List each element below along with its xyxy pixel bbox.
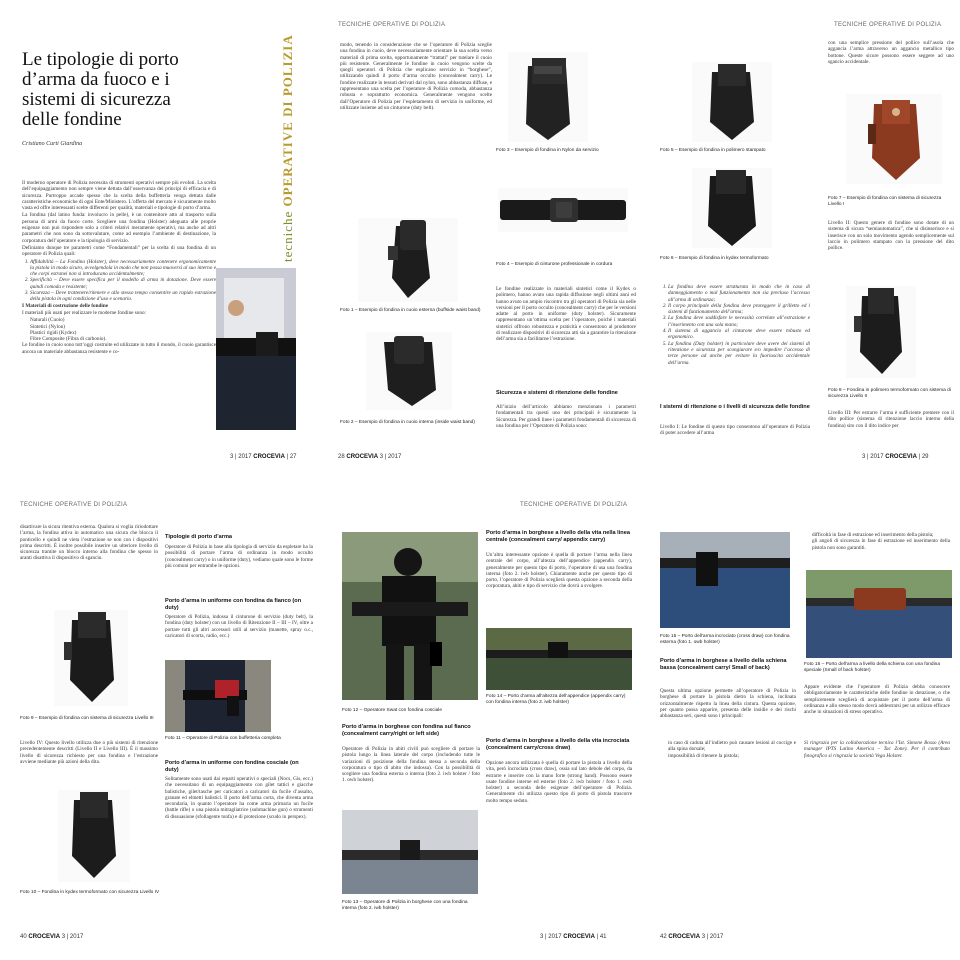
list-item: • Sintetici (Nylon) <box>30 324 216 330</box>
photo-12-swat-operator <box>342 532 478 700</box>
photo-15-cross-draw <box>660 532 790 628</box>
appendix-text: Un’altra interessante opzione è quella di portare l’arma nella linea centrale del corpo, all’altezza dell’appendice (appendix carry), generalmente per questo tipo di porto, l’operatore di usa una fondina interna (foto 2. iwb holster). Chiaramente anche per questo tipo di porto, l’operatore di Polizia sceglierà questa opzione a seconda della corporatura, abiti e tipo di servizio che dovrà a svolgere. <box>486 552 632 590</box>
article-title: Le tipologie di porto d’arma da fuoco e i sistemi di sicurezza delle fondine <box>22 49 179 130</box>
list-item: 3. La fondina deve soddisfare le necessità correlate all’estrazione e l’inserimento con una sola mano; <box>668 315 810 328</box>
magazine-name: CROCEVIA <box>346 454 379 460</box>
cross-draw-heading: Porto d’arma in borghese a livello della vita incrociata (concealment carry/cross draw) <box>486 738 630 751</box>
page-number: 42 <box>660 934 667 940</box>
issue-number: 3 | 2017 <box>540 934 562 940</box>
page-footer <box>660 934 723 940</box>
list-item: 3. Sicurezza – Deve trattenere/ritenere e allo stesso tempo consentire un rapido estrazione della pistola in ogni condizione d’uso e scenario. <box>30 290 216 303</box>
caption-photo-6: Foto 6 – Esempio di fondina in kydex termoformato <box>660 256 769 261</box>
materials-list <box>30 317 216 342</box>
small-of-back-heading: Porto d’arma in borghese a livello della schiena bassa (concealment carry/ Small of back) <box>660 658 787 671</box>
caption-photo-12: Foto 12 – Operatore Swat con fondina cosciale <box>342 708 442 713</box>
page-footer <box>338 454 401 460</box>
section-header: TECNICHE OPERATIVE DI POLIZIA <box>834 22 942 28</box>
level-1-text: Livello I: Le fondine di questo tipo consentono all’operatore di Polizia di poter accedere all’arma <box>660 424 810 437</box>
page-number: 28 <box>338 454 345 460</box>
photo-9-level3-holster <box>54 610 128 706</box>
caption-photo-4: Foto 4 – Esempio di cinturone professionale in cordura <box>496 262 613 267</box>
photo-16-small-of-back <box>806 570 952 658</box>
page-footer: 3 | 2017 CROCEVIA | 27 <box>230 454 297 460</box>
caption-photo-15: Foto 15 – Porto dell’arma incrociato (cross draw) con fondina esterna (foto 1. owb holster) <box>660 634 790 645</box>
list-item: 5. La fondina (Duty holster) in particolare deve avere dei sistemi di ritenzione e sicurezza per scongiurare e/o impedire l’accesso di terze persone ad anche per evitare la fuoriuscita accidentale dell’arma. <box>668 341 810 366</box>
photo-3-nylon-holster <box>508 52 588 142</box>
page-29 <box>640 0 960 470</box>
vertical-section-title <box>280 34 296 262</box>
caption-photo-14: Foto 14 – Porto d’arma all’altezza dell’appendice (appendix carry) con fondina interna (foto 2. iwb holster) <box>486 694 626 705</box>
photo-5-polymer-holster <box>692 62 772 142</box>
plainclothes-hip-heading: Porto d’arma in borghese con fondina sul fianco (concealment carry/right or left side) <box>342 724 471 737</box>
list-item: • Fibre Composite (Fibra di carbonio). <box>30 336 216 342</box>
level-2-text: Livello II: Questo genere di fondine sono dotate di un sistema di sicura “semiautomatica”, che si disinserisce e si inserisce con un solo movimento agendo semplicemente sul laccio in polimero stampato con la pressione del dito pollice. <box>828 220 954 252</box>
vertical-title-upper: OPERATIVE DI POLIZIA <box>280 34 295 207</box>
uniform-thigh-heading: Porto d’arma in uniforme con fondina cosciale (on duty) <box>165 760 299 773</box>
page29-list <box>660 284 810 396</box>
page-footer: 3 | 2017 CROCEVIA | 41 <box>540 934 607 940</box>
magazine-name: CROCEVIA <box>253 454 285 460</box>
list-item: • difficoltà in fase di estrazione ed inserimento della pistola; <box>812 532 950 538</box>
list-item: 2. Specificità – Deve essere specifica per il modello di arma in dotazione. Deve essere quindi comoda e resistente; <box>30 277 216 290</box>
section-header: TECNICHE OPERATIVE DI POLIZIA <box>520 502 628 508</box>
photo-policeman-belt <box>216 268 296 430</box>
page-41 <box>338 490 638 960</box>
page-28 <box>318 0 640 470</box>
photo-14-appendix-carry <box>486 628 632 690</box>
page-number: 41 <box>599 934 607 940</box>
photo-13-plainclothes-iwb <box>342 810 478 894</box>
fondina-paragraph: La fondina (dal latino funda: involucro in pelle), è un contenitore atto al trasporto sulla persona di armi da fuoco corte. Scegliere una fondina (Holster) adeguata alle proprie esigenze non può rispondere solo a criteri relativi meramente operativi, ma anche ad altri parametri che non sono da sottovalutare, come ad esempio l’ambiente di destinazione, la corporatura dell’operatore e la tipologia di servizio. <box>22 212 216 244</box>
photo-6-kydex-holster <box>692 168 772 248</box>
page-footer <box>20 934 83 940</box>
list-item: • gli angoli di sicurezza in fase di estrazione ed inserimento della pistola non sono garantiti. <box>812 538 950 551</box>
carry-types-heading: Tipologie di porto d’arma <box>165 534 233 540</box>
risks-bullets <box>804 532 950 562</box>
list-item: • in caso di caduta all’indietro può causare lesioni al coccige e alla spina dorsale; <box>668 740 796 753</box>
page-footer: 3 | 2017 CROCEVIA | 29 <box>862 454 929 460</box>
caption-photo-8: Foto 8 – Fondina in polimero termoformato con sistema di sicurezza Livello II <box>828 388 951 399</box>
magazine-name: CROCEVIA <box>668 934 701 940</box>
intro-paragraph: Il moderno operatore di Polizia necessita di strumenti operativi sempre più evoluti. La scelta dell’equipaggiamento non sempre viene dettata dall’osservanza dei principi di efficacia e di sicurezza. Purtroppo accade spesso che la scelta della buffetteria venga dettata dalle caratteristiche economiche di ogni Ente/Ministero. L’offerta del mercato è sicuramente molto vasta ed offre interessanti scelte differenti per qualità, materiali e tipologie di porto d’arma. <box>22 180 216 212</box>
conclusion-text: Appare evidente che l’operatore di Polizia debba conoscere obbligatoriamente le caratteristiche delle fondine in dotazione, o che semplicemente sceglierà di acquistare per il porto dell’arma di ordinanza e allo stesso modo dovrà addestrarsi per un utilizzo efficace anche in situazioni di stress operativo. <box>804 684 950 716</box>
small-of-back-bullets <box>660 740 796 768</box>
small-of-back-text: Questa ultima opzione permette all’operatore di Polizia in borghese di portare la pistola dietro la schiena, inclinata orizzontalmente rispetto la linea della cintura. Questa opzione, per quanto possa apparire, presenta delle insidie e dei rischi abbastanza seri, questi sono i principali: <box>660 688 796 720</box>
list-item: 1. La fondina deve essere strutturata in modo che in caso di danneggiamento o mal funzionamento non sia precluso l’accesso all’arma di ordinanza; <box>668 284 810 303</box>
carry-types-text: Operatore di Polizia in base alla tipologia di servizio da espletare ha la possibilità di portare l’arma di ordinanza in modo occulto (concealment carry) o in uniforme (duty), vediamo quale sono le forme più comuni per entrambe le opzioni. <box>165 544 313 569</box>
vertical-title-lower: tecniche <box>280 210 295 262</box>
page29-top: con una semplice pressione del pollice sull’asola che aggancia l’arma attraverso un aggancio metallico tipo bottone. Queste sicure possono essere seggere ad uno sgancio accidentale. <box>828 40 954 65</box>
fundamentals-list <box>30 259 216 303</box>
magazine-name: CROCEVIA <box>563 934 595 940</box>
page28-col2: Le fondine realizzate in materiali sintetici come il Kydex o polimero, hanno avuto una rapida diffusione negli ultimi anni ed hanno avuto un ampio riscontro tra gli operatori di Polizia sia nelle versioni per il porto occulto (concealment carry) che per le versioni adatte al porto in uniforme (duty holster). Sicuramente rappresentano un’ottima scelta per l’operatore, poiché i materiali sintetici offrono robustezza e praticità e consentono al produttore di realizzare dispositivi di sicurezza atti sia a garantire la ritenzione dell’arma sia a facilitarne l’estrazione. <box>496 286 636 343</box>
appendix-heading: Porto d’arma in borghese a livello della vita nella linea centrale (concealment carry/ appendix carry) <box>486 530 630 543</box>
photo-10-level4-holster <box>58 790 130 882</box>
page27-body <box>22 180 216 455</box>
uniform-hip-heading: Porto d’arma in uniforme con fondina da fianco (on duty) <box>165 598 302 611</box>
list-item: • Plastici rigidi (Kydex) <box>30 330 216 336</box>
materials-heading: I Materiali di costruzione delle fondine <box>22 302 109 309</box>
plainclothes-hip-text: Operatore di Polizia in abiti civili può scegliere di portare la pistola lungo la linea laterale del corpo (includendo tutte le variazioni di posizione della fondina stessa a seconda della corporatura o tipo di abito che indossa). Con la possibilità di scegliere una fondina esterna o interna (foto 2. iwb holster / foto 1. owb holster). <box>342 746 480 784</box>
list-item: 2. Il corpo principale della fondina deve proteggere il grilletto ed i sistemi di funzionamento dell’arma; <box>668 303 810 316</box>
page-27 <box>0 0 300 470</box>
photo-11-officer-full-gear <box>165 660 271 732</box>
article-author: Cristiano Curti Giardina <box>22 141 83 147</box>
retention-levels-heading: I sistemi di ritenzione o i livelli di sicurezza delle fondine <box>660 404 810 410</box>
closing-paragraph: Le fondine in cuoio sono tutt’oggi costruite ed utilizzate in tutto il mondo, il cuoio garantisce ancora un materiale abbastanza resistente e co- <box>22 342 216 355</box>
photo-7-level1-holster <box>846 94 942 184</box>
caption-photo-1: Foto 1 – Esempio di fondina in cuoio esterna (buffside waist band) <box>340 308 481 313</box>
level-3-text: Livello III: Per estrarre l’arma è sufficiente premere con il dito pollice (sistema di ritenzione laccio interno della fondina) sito con il dito indice per <box>828 410 954 429</box>
caption-photo-9: Foto 9 – Esempio di fondina con sistema di sicurezza Livello III <box>20 716 154 721</box>
page-number: 40 <box>20 934 27 940</box>
caption-photo-10: Foto 10 – Fondina in kydex termoformato con sicurezza Livello IV <box>20 890 160 895</box>
list-item: 4. Il sistema di aggancio al cinturone deve essere robusto ed ergonomico. <box>668 328 810 341</box>
page28-col3: All’inizio dell’articolo abbiamo menzionato i parametri fondamentali tra questi uno dei principali è sicuramente la Sicurezza. Per grandi linee i parametri fondamentali di sicurezza di una fondina per l’Operatore di Polizia sono: <box>496 404 636 429</box>
magazine-name: CROCEVIA <box>885 454 917 460</box>
page-42 <box>652 490 960 960</box>
page-number: 27 <box>289 454 297 460</box>
photo-4-duty-belt <box>498 188 628 232</box>
section-header: TECNICHE OPERATIVE DI POLIZIA <box>338 22 446 28</box>
retention-heading: Sicurezza e sistemi di ritenzione delle fondine <box>496 390 618 396</box>
page40-col1: disattivare la sicura ritentiva esterna. Qualora si voglia ririodottare l’arma, la fondina attiva in automatico una sicura che blocca il ponticello e quindi ne vieta l’estrazione se non con i dispositivi prima descritti. È inoltre possibile inserire un ulteriore livello di sicurezza tramite un blocco interno alla fondina che spesso in aranti disattiva il dispositivo di sgancio. <box>20 524 158 562</box>
list-item: 1. Affidabilità – La Fondina (Holster), deve necessariamente contenere ergonomicamente la pistola in modo sicuro, avvolgendola in modo che non possa muoversi al suo interno e che corpi estranei non si introducano accidentalmente; <box>30 259 216 278</box>
page28-col1: modo, tenendo in considerazione che se l’operatore di Polizia sceglie una fondina in cuoio, deve necessariamente orientare la sua scelta verso materiali di prima scelta, opportunamente “trattati” per tutelare il cuoio più resistente. Generalmente le fondine in cuoio vengono scelte da quegli operatori di Polizia che esplicano servizio in “borghese”, utilizzando quindi il porto d’arma occulto (concealment carry). Le fondine realizzate in tessuti derivati dal nylon, sono abbastanza diffuse, e rappresentano una scelta per l’operatore di Polizia comoda, abbastanza robusta e soprattutto economica. Generalmente vengono scelte dall’Operatore di Polizia per l’espletamento di servizio in uniforme, ed utilizzate insieme ad un cinturone (duty belt). <box>340 42 492 111</box>
caption-photo-11: Foto 11 – Operatore di Polizia con buffetteria completa <box>165 736 281 741</box>
section-header: TECNICHE OPERATIVE DI POLIZIA <box>20 502 128 508</box>
caption-photo-2: Foto 2 – Esempio di fondina in cuoio interna (inside waist band) <box>340 420 475 425</box>
caption-photo-16: Foto 16 – Porto dell’arma a livello della schiena con una fondina speciale (Small of back holster) <box>804 662 940 673</box>
level-4-text: Livello IV: Questo livello utilizza due o più sistemi di ritenzione precedentemente descritti (Livello II e Livello III). È il massimo livello di sicurezza richiesto per una fondina e l’estrazione avviene mediante più azioni della dita. <box>20 740 158 765</box>
uniform-thigh-text: Solitamente sono usati dai reparti operativi o speciali (Nocs, Gis, ecc.) che necessitano di un equipaggiamento con gilet tattici e giacche balistiche, gilet/tasche per caricatori a caricatori da fucile d’assalto, granate ed elmetti balistici. Il porto dell’arma corta, che diventa arma secondaria, in quanto l’operatore ha come arma primaria un fucile (battle rifle) o una pistola mitragliatrice (submachine gun) o strumenti di dissuasione (sfollagente tonfa) e di protezione (scudo in perspex). <box>165 776 313 820</box>
issue-number: 3 | 2017 <box>61 934 84 940</box>
issue-number: 3 | 2017 <box>862 454 884 460</box>
page-40 <box>0 490 320 960</box>
acknowledgements-text: Si ringrazia per la collaborazione tecnica l’Ist. Simone Bosso (Area manager IPTS Latino America – Tac Zone). Per il contributo fotografico si ringrazia la società Vega Holster. <box>804 740 950 759</box>
photo-2-leather-iwb <box>366 332 452 410</box>
photo-8-level2-holster <box>846 286 916 378</box>
magazine-name: CROCEVIA <box>28 934 61 940</box>
cross-draw-text: Opzione ancora utilizzata è quella di portare la pistola a livello della vita, però incrociata (cross draw), ossia sul lato debole del corpo, da estrarre e inserire con la mano forte (strong hand). Possono essere usate fondine interne ed esterne (foto 2. iwb holster / foto 1. owb holster) a seconda delle esigenze dell’operatore di Polizia. Generalmente chi utilizza questo tipo di porto di pistola trascorre molto tempo seduto. <box>486 760 632 804</box>
caption-photo-7: Foto 7 – Esempio di fondina con sistema di sicurezza Livello I <box>828 196 942 207</box>
materials-intro: I materiali più usati per realizzare le moderne fondine sono: <box>22 309 147 316</box>
params-paragraph: Definiamo dunque tre parametri come “Fondamentali” per la scelta di una fondina di un operatore di Polizia quali: <box>22 244 216 258</box>
page-number: 29 <box>921 454 929 460</box>
issue-number: 3 | 2017 <box>701 934 724 940</box>
list-item: • Naturali (Cuoio) <box>30 317 216 323</box>
caption-photo-13: Foto 13 – Operatore di Polizia in borghese con una fondina interna (foto 2. iwb holster) <box>342 900 468 911</box>
list-item: • impossibilità di ritenere la pistola; <box>668 753 796 759</box>
caption-photo-3: Foto 3 – Esempio di fondina in Nylon da servizio <box>496 148 599 153</box>
uniform-hip-text: Operatore di Polizia, indossa il cinturone di servizio (duty belt), la fondina (duty holster) con un livello di Ritenzione II – III – IV, oltre a portare tutti gli altri accessori utili al servizio (manette, spray o.c., caricatori di scorta, radio, ecc.) <box>165 614 313 639</box>
issue-number: 3 | 2017 <box>230 454 252 460</box>
caption-photo-5: Foto 5 – Esempio di fondina in polimero stampato <box>660 148 766 153</box>
issue-number: 3 | 2017 <box>379 454 402 460</box>
photo-1-leather-holster <box>358 218 458 302</box>
